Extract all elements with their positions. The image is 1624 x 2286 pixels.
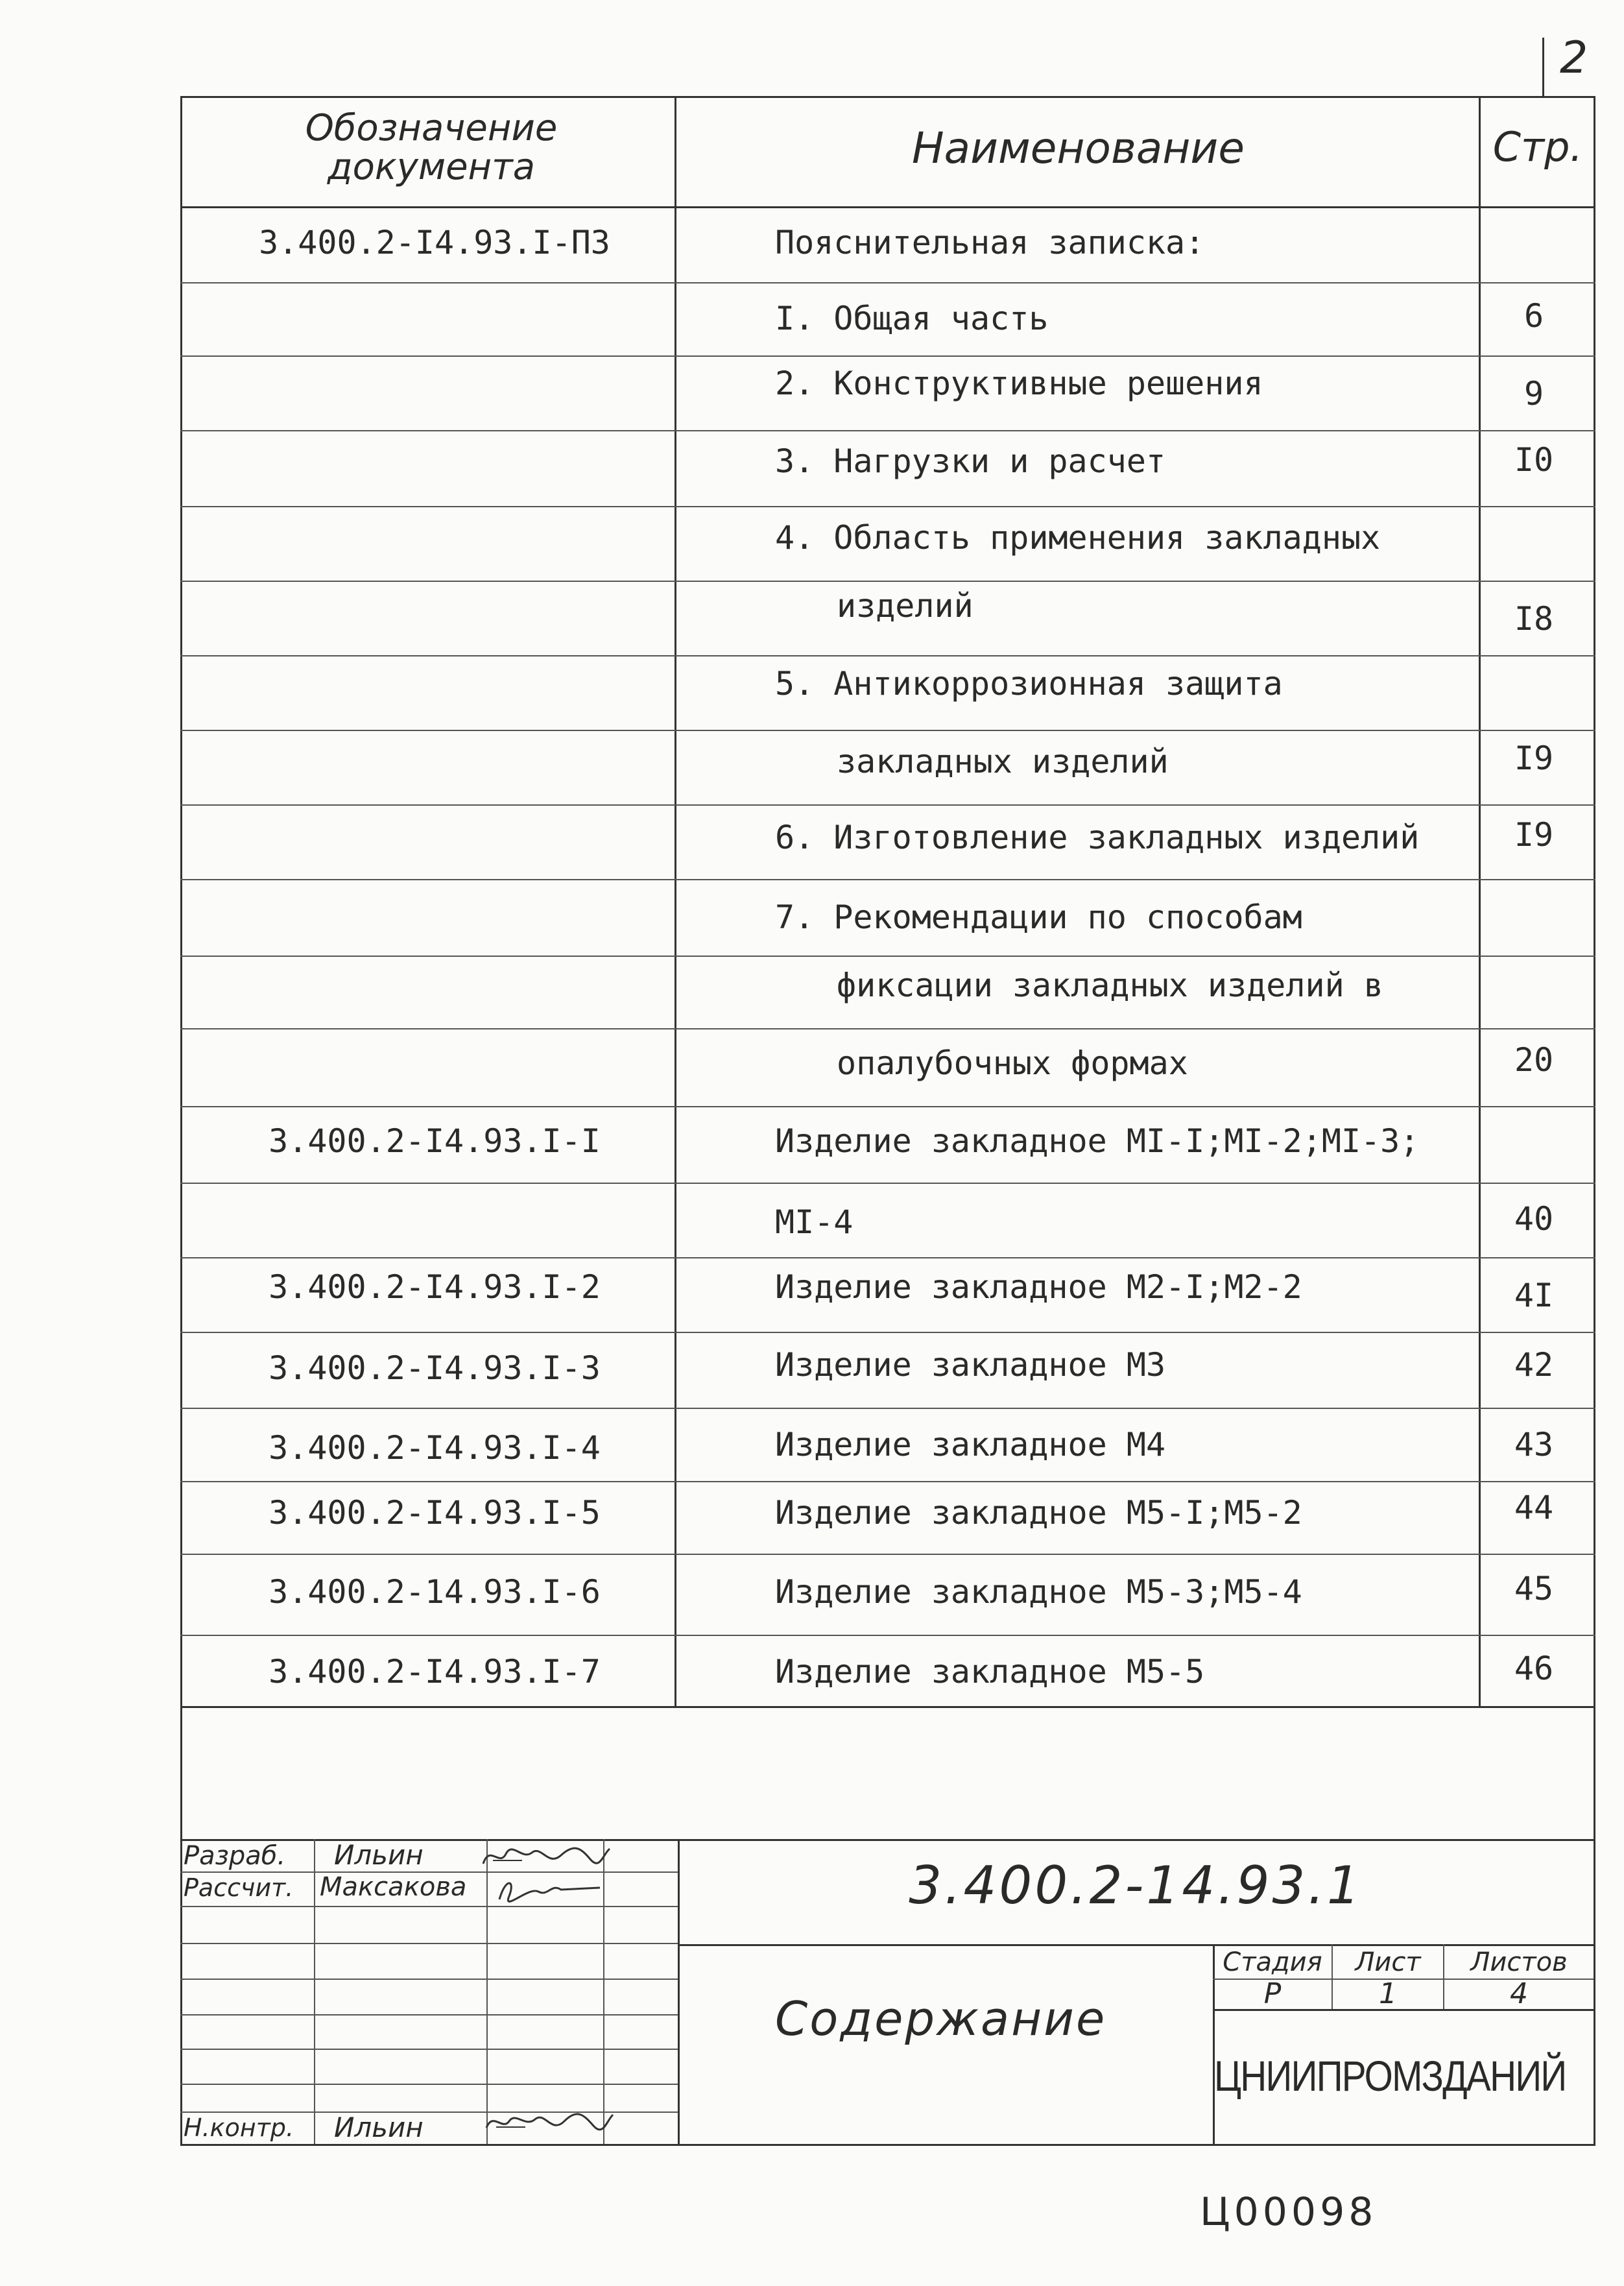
row-line [180, 1635, 1595, 1636]
row-name: изделий [837, 587, 973, 625]
row-name: Изделие закладное M5-5 [775, 1653, 1205, 1690]
row-name: 6. Изготовление закладных изделий [775, 819, 1420, 856]
row-name: Изделие закладное M5-I;M5-2 [775, 1494, 1302, 1532]
row-name: 3. Нагрузки и расчет [775, 442, 1166, 480]
row-line [180, 804, 1595, 806]
row-name: Изделие закладное M5-3;M5-4 [775, 1573, 1302, 1611]
stamp-row-line [180, 2084, 678, 2085]
row-page: 46 [1514, 1650, 1554, 1687]
stamp-sheet: 1 [1379, 1977, 1397, 2010]
stamp-name-calculated: Максакова [320, 1872, 467, 1902]
stamp-row-line [180, 2049, 678, 2050]
row-page: I9 [1514, 816, 1554, 854]
row-line [180, 1257, 1595, 1258]
row-name: Пояснительная записка: [775, 224, 1205, 261]
row-page: 9 [1523, 375, 1544, 413]
row-code: 3.400.2-I4.93.I-3 [269, 1349, 601, 1387]
stamp-role-calculated: Рассчит. [184, 1873, 294, 1902]
row-code: 3.400.2-I4.93.I-2 [269, 1268, 601, 1306]
row-page: 6 [1523, 297, 1544, 335]
stamp-col-line [314, 1839, 315, 2144]
stamp-row-line [180, 1943, 678, 1944]
header-bottom-border [180, 206, 1595, 208]
row-page: 4I [1514, 1277, 1554, 1314]
row-page: 42 [1514, 1346, 1554, 1384]
stamp-right-row-line [678, 1944, 1595, 1946]
header-designation-line2: документа [327, 146, 536, 188]
row-page: I0 [1514, 441, 1554, 479]
row-line [180, 1481, 1595, 1482]
stamp-sheets: 4 [1510, 1977, 1528, 2010]
row-line [180, 1183, 1595, 1184]
stamp-document-title: Содержание [775, 1991, 1107, 2046]
stamp-name-norm-control: Ильин [334, 2112, 424, 2143]
row-code: 3.400.2-14.93.I-6 [269, 1573, 601, 1611]
row-line [180, 1554, 1595, 1555]
stamp-document-code: 3.400.2-14.93.1 [909, 1855, 1363, 1916]
row-page: I9 [1514, 740, 1554, 777]
sheet-number-divider [1542, 38, 1544, 96]
stamp-role-norm-control: Н.контр. [184, 2113, 294, 2142]
row-line [180, 430, 1595, 431]
row-code: 3.400.2-I4.93.I-4 [269, 1429, 601, 1467]
row-name: 2. Конструктивные решения [775, 365, 1263, 402]
row-name: фиксации закладных изделий в [837, 967, 1383, 1004]
row-line [180, 655, 1595, 656]
stamp-row-line [180, 2014, 678, 2015]
row-code: 3.400.2-I4.93.I-I [269, 1122, 601, 1160]
stamp-name-developed: Ильин [334, 1839, 424, 1871]
stamp-label-sheet: Лист [1355, 1947, 1421, 1977]
row-line [180, 1028, 1595, 1029]
row-name: MI-4 [775, 1203, 854, 1241]
row-line [180, 956, 1595, 957]
row-name: Изделие закладное M4 [775, 1426, 1166, 1463]
row-code: 3.400.2-I4.93.I-5 [269, 1494, 601, 1532]
row-line [180, 1408, 1595, 1409]
stamp-bottom-border [180, 2144, 1595, 2146]
row-page: 20 [1514, 1041, 1554, 1079]
header-page: Стр. [1492, 123, 1583, 171]
row-page: 44 [1514, 1489, 1554, 1526]
row-code: 3.400.2-I4.93.I-ПЗ [259, 224, 610, 261]
inventory-number: Ц00098 [1200, 2189, 1378, 2235]
table-bottom-border [180, 1706, 1595, 1708]
signature-calculated [490, 1873, 606, 1906]
row-line [180, 355, 1595, 357]
frame-left-border [180, 96, 182, 2146]
row-line [180, 730, 1595, 731]
signature-norm-control [480, 2105, 616, 2144]
table-top-border [180, 96, 1595, 98]
stamp-organization: ЦНИИПРОМЗДАНИЙ [1214, 2052, 1566, 2100]
row-line [180, 1106, 1595, 1107]
stamp-stage: Р [1263, 1977, 1282, 2010]
row-line [180, 282, 1595, 283]
row-name: Изделие закладное M2-I;M2-2 [775, 1268, 1302, 1306]
header-name: Наименование [912, 123, 1245, 173]
row-name: 7. Рекомендации по способам [775, 898, 1302, 936]
stamp-label-stage: Стадия [1223, 1947, 1322, 1977]
row-page: 43 [1514, 1426, 1554, 1463]
header-designation-line1: Обозначение [305, 107, 558, 149]
row-page: 45 [1514, 1570, 1554, 1607]
row-page: 40 [1514, 1200, 1554, 1238]
stamp-row-line [180, 1979, 678, 1980]
frame-right-border [1594, 96, 1595, 2146]
row-name: опалубочных формах [837, 1044, 1188, 1082]
row-name: закладных изделий [837, 743, 1169, 780]
row-name: 5. Антикоррозионная защита [775, 665, 1283, 703]
stamp-label-sheets: Листов [1470, 1947, 1568, 1977]
row-code: 3.400.2-I4.93.I-7 [269, 1653, 601, 1690]
row-line [180, 506, 1595, 507]
header-designation [188, 109, 675, 187]
row-name: 4. Область применения закладных [775, 519, 1381, 557]
row-line [180, 879, 1595, 880]
row-name: I. Общая часть [775, 300, 1049, 337]
stamp-role-developed: Разраб. [184, 1841, 286, 1871]
row-line [180, 1332, 1595, 1333]
col-divider-2 [1479, 96, 1481, 1706]
row-line [180, 581, 1595, 582]
row-name: Изделие закладное MI-I;MI-2;MI-3; [775, 1122, 1420, 1160]
sheet-number: 2 [1560, 32, 1588, 84]
row-page: I8 [1514, 600, 1554, 638]
row-name: Изделие закладное M3 [775, 1346, 1166, 1384]
